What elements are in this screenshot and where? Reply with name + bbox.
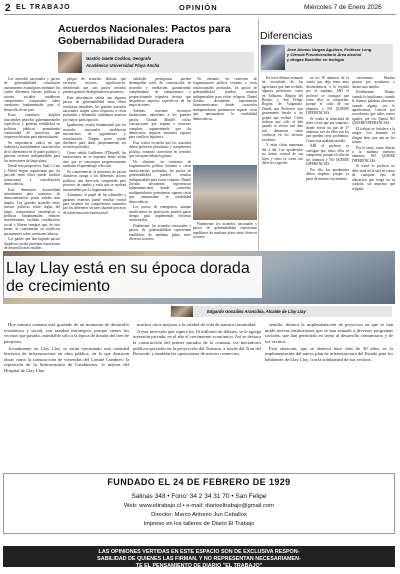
article2-title: Diferencias: [260, 30, 313, 42]
page-number: 2: [5, 3, 11, 14]
article3-title: Llay Llay está en su época dorada de crecimiento: [6, 260, 250, 295]
paragraph: peligro de acuerdos elitistas que excluyen sectores significativos, advirtiendo que «las pactos cerrados pueden generar deslegitimación posterior».: [63, 77, 126, 95]
article1-author-role: Académico Universidad Playa Ancha: [86, 63, 160, 68]
paragraph: Los pactos de emergencia, aunque insuficientes en perfección, pueden ganar tiempo para implementar reformas estructurales.: [129, 205, 191, 223]
article3-column-2: [133, 322, 261, 470]
disclaimer-line: TE EL PENSAMIENTO DE DIARIO "EL TRABAJO": [135, 563, 263, 569]
paragraph: Esta dimensión desarrollada inicialmente para contextos de democratización, posee validez más amplia. Los grandes acuerdos entre fuerzas políticas sobre reglas del juego, compromisos estratégicos o políticas fundamentales reducen incertidumbre, facilitan coordinación social y liberan energías que, de otro modo, se consumirían en conflictos permanentes sobre cuestiones básicas.: [4, 187, 60, 236]
article2-author: [287, 48, 391, 62]
paragraph: Por lo tanto, como dijeran a la mañana nuestros alumnos: NO QUIERE DIFERENCIAS.: [352, 145, 395, 163]
article2-column-3: [352, 76, 395, 248]
paragraph: Esta situación, que se observa hace más de 30 años, es la implementación del nuevo plan de infraestructura del Estado para los habitantes de Llay Llay, con la solidaridad de sus vecinos.: [265, 345, 393, 362]
paragraph: Los países que han logrado pactos duraderos suelen presentar trayectorias de desarrollo más estables.: [4, 237, 60, 249]
paragraph: Se exalta la tenacidad de tener a esos que por supuesto, donde existe un que de 37 alumnos, tres de ellos son los que pueden crear problemas. Como esta mañana sucedió.: [306, 116, 349, 143]
paragraph: Su importancia radica en que reducen la incertidumbre característica de la alternancia en el poder político y generan certezas indispensables para las inversiones de largo plazo.: [4, 141, 60, 163]
paragraph: Además, conviene reconocer limitaciones inherentes a los grandes pactos. Chantal Mouffe critica concepciones que aspiran a consenso completo, argumentando que «la democracia requiere mantener espacio para conflicto legítimo».: [129, 109, 191, 140]
paragraph: En consecuencia, la presencia de pactos duraderos otorga a los diferentes actores políticos una dirección compartida para procesos de cambio y evita que se vuelvan insostenibles por la fragmentación.: [63, 169, 126, 192]
director-line: Director: Marco Antonio Jun Ceballos: [151, 512, 247, 518]
article2-column-2: [306, 76, 349, 248]
article2-column-1: [262, 76, 303, 248]
article1-column-3: [129, 77, 191, 249]
article3-author: Edgardo González Arancibia, Alcalde de Llay Llay: [207, 309, 306, 314]
article1-author-photo: [58, 52, 82, 73]
issue-date: Miércoles 7 de Enero 2026: [304, 4, 382, 11]
paragraph: crecimiento. Muchas gracias por ayudarnos y darnos una familia.: [352, 76, 395, 89]
paragraph: Estos consensos amplios trascienden periodos gubernamentales específicos y generan estabilidad en políticas públicas, permitiendo continuidad de proyectos que requieren décadas para materializarse.: [4, 113, 60, 140]
paper-name: EL TRABAJO: [16, 4, 71, 11]
article1-photo: [193, 165, 257, 220]
paragraph: Finalmente, los acuerdos nacionales y pactos de gobernabilidad representan equilibrios de mediano plazo entre diversos sectores.: [129, 223, 191, 242]
disclaimer-line: LAS OPINIONES VERTIDAS EN ESTE ESPACIO SON DE EXCLUSIVA RESPON-: [98, 549, 300, 555]
paragraph: validades prestigiosas pueden desempeñar roles de construcción de acuerdos y mediación, garantizando cumplimiento de compromisos y proporcionando expertise técnico que despolitiza aspectos específicos de las negociaciones.: [129, 77, 191, 108]
paragraph: No obstante, en contextos de fragmentación política extrema o crisis institucionales profundas, los pactos de gobernabilidad pueden resultar indispensables para evitar colapsos. Daniel Zovatto documenta experiencias latinoamericanas donde «acuerdos multipartidarios permitieron superar crisis que amenazaban la estabilidad democrática».: [129, 159, 191, 204]
column-divider: [258, 18, 259, 250]
paragraph: Este advertencia señala que algunos pactos de gobernabilidad entre élites resultaron inestables, los grandes acuerdos nacionales surgen como respuesta a crisis profundas y demandas ciudadanas masivas por mayor participación.: [63, 95, 126, 122]
paragraph: Asimismo, el papel de los tribunales y garantes externos puede resultar crucial para sostener los compromisos asumidos por los diferentes sectores durante procesos de transformación institucional.: [63, 193, 126, 215]
paragraph: A esta inversión que supera los 16 millones de dólares, se le agrega inversión privada, en el año el crecimiento económico. Así se destaca la construcción del primer mirador de la comuna, los iniciadores públicos-privados en la proyección del Turismo, a través del Tren del Recuerdo y también las operaciones de nuevos comercios.: [133, 328, 261, 357]
paragraph: El trabajo se fortalece a la sangre. Los alumnos se dirigen bien, que aún no los tienen.: [352, 126, 395, 145]
paragraph: Si usted es profesor no debe estar en la sala en contra de cualquier tipo de educación que tenga en su corazón, sin importar qué religión.: [352, 164, 395, 191]
printer-line: Impreso en los talleres de Diario El Trabajo: [143, 521, 255, 527]
paragraph: Esta crítica recuerda que los acuerdos deben preservar pluralismo y competencia política, evitando convertirse en cerrados que sofoquen debate legítimo.: [129, 141, 191, 159]
contact-line: Web: www.eltrabajo.cl • e-mail: diarioeltrabajo@gmail.com: [124, 503, 274, 509]
article2-author-photo: [261, 45, 285, 70]
paragraph: Desde esta perspectiva, Juan J. Linz y Alfred Stepan argumentan que «la pacción entre élites puede facilitar transiciones y consolidación democrática».: [4, 164, 60, 186]
article3-column-1: [4, 322, 129, 470]
header-divider: [4, 14, 396, 15]
paragraph: en los 30 alumnos de la cuarta que deja tener muy desobediencia a la escuela por la mañana. AHÍ el profesor se consigue que todos ellos se comporten, porque el culto de sus alumnos y NO QUIERE DIFERENCIAS.: [306, 76, 349, 116]
paragraph: En estos últimos semanas he escuchado de las agresiones que han recibido algunos profesores, como en Talhuano, Región del Biobío, y San Felipe, Región de Valparaíso. Donde una Profesora esta gravemente herida a los golpes que recibió. Cifras indican que sólo el año pasado se vieron casi diez mil denuncias sobre violencia en los recintos escolares.: [262, 76, 303, 142]
paragraph: No obstante, en contextos de fragmentación política extrema o crisis institucionales profundas, los pactos de gobernabilidad pueden resultar indispensables para evitar colapsos. Daniel Zovatto documenta experiencias latinoamericanas donde «acuerdos multipartidarios permitieron superar crisis que amenazaban la estabilidad democrática».: [193, 77, 257, 121]
article1-title: Acuerdos Nacionales: Pactos para Gobernabilidad Duradera: [58, 23, 231, 47]
paragraph: Igualmente, resulta fundamental que los acuerdos nacionales establezcan mecanismos de seguimiento y actualización. Ningún pacto puede diseñarse para durar perpetuamente sin revisión periódica.: [63, 123, 126, 150]
disclaimer-line: SABILIDAD DE QUIENES LAS FIRMAN, Y NO REPRESENTAN NECESARIAMEN-: [97, 556, 301, 562]
paragraph: Por ello los apoderados deben respetar, porque es parte de nuestro crecimiento.: [306, 167, 349, 181]
article1-column-1: [4, 77, 60, 249]
paragraph: Y estas cifras aumentan día a día. Los apoderados no tienen control de sus hijos y estos se creen con derecho a agredir.: [262, 143, 303, 165]
paragraph: Finalmente, los acuerdos nacionales y pactos de gobernabilidad representan equilibrios de mediano plazo entre diversos sectores.: [193, 222, 257, 240]
article2-author-line: y Ciencia Preuniversitario Área alcohol: [287, 51, 362, 57]
paragraph: muchos otros mejoras a la calidad de vida de nuestra comunidad.: [137, 322, 257, 327]
disclaimer-text: [8, 549, 390, 570]
article3-column-3: [265, 322, 393, 470]
paragraph: AHÍ el profesor se consigue que todos ellos se comporten, porque el culto de sus alumnos y NO QUIERE DIFERENCIAS.: [306, 144, 349, 167]
section-title: OPINIÓN: [179, 3, 218, 12]
paragraph: Como señala Guillermo O'Donnell, las instituciones no se imponen desde arriba sino que se construyen progresivamente mediante el aprendizaje colectivo.: [63, 151, 126, 169]
article1-column-4-continued: [193, 222, 257, 249]
article2-author-line: José Alonso Vargas Aguilera, Profesor Leng.: [287, 47, 373, 52]
paragraph: Hoy nuestra comuna está gozando de un momento de desarrollo económico y social, con sanidad estratégica, porque vienes los vecinos que pasado, asimilable sólo a la época de dorada del tren de pasajeros.: [4, 322, 129, 344]
article1-column-4: [193, 77, 257, 163]
paragraph: sentido, destaca la implementación de proyectos en que se han unido nuevas instituciones que se han sumado a diversos programas sociales, que han permitido en torno al desarrollo comunitario y de los vecinos.: [265, 322, 393, 344]
article1-author-name: Gastón Gaete Coddou, Geografo: [86, 56, 152, 61]
article3-author-photo: [171, 306, 193, 317]
paragraph: Perdónenme Nanita, cuando lo insultamos, cuando le dijimos palabras obscenas, cuando alguno vez le agradecimos. Gracias por recordarnos que todos somos iguales, por eso Nanita NO QUIERE DIFERENCIAS.: [352, 90, 395, 126]
article2-author-line: y drogas Bachiller en teología: [287, 56, 344, 62]
address-line: Salinas 348 • Fono: 34 2 34 31 70 • San Felipe: [131, 493, 267, 500]
paragraph: Los acuerdos nacionales y pactos de gobernabilidad constituyen instrumentos estratégicos mediante los cuales diferentes fuerzas políticas y actores sociales establecen compromisos compartidos sobre cuestiones fundamentales para el desarrollo de un país.: [4, 77, 60, 112]
founded-line: FUNDADO EL 24 DE FEBRERO DE 1929: [107, 477, 291, 487]
paragraph: Actualmente en Llay Llay se están ejecutando una cantidad histórica de infraestructura en obra pública, en la que destacan obras como la construcción de viviendas del Comité Cumbres: la reposición de la Subcomisaría de Carabineros, la mejora del Hospital de Llay Llay.: [4, 345, 129, 373]
article1-column-2: [63, 77, 126, 249]
